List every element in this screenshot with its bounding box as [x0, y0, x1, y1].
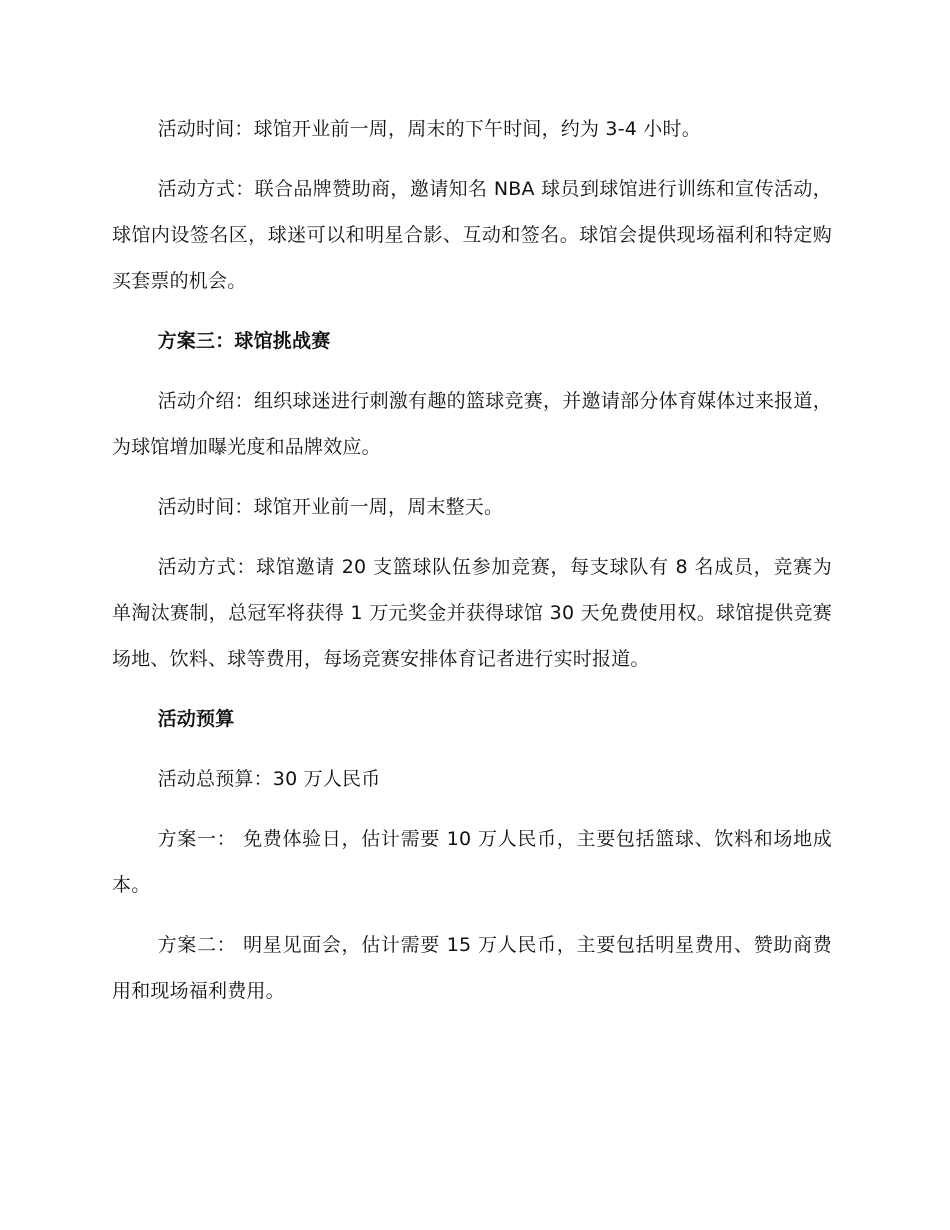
paragraph-activity-time-3: 活动时间：球馆开业前一周，周末整天。: [157, 496, 504, 518]
paragraph-total-budget: 活动总预算：30 万人民币: [157, 768, 381, 790]
paragraph-budget-plan-one: 方案一： 免费体验日，估计需要 10 万人民币，主要包括篮球、饮料和场地成本。: [112, 828, 832, 896]
document-body: [112, 106, 832, 1028]
paragraph-budget-plan-two: 方案二： 明星见面会，估计需要 15 万人民币，主要包括明星费用、赞助商费用和现场福利费用。: [112, 934, 832, 1002]
heading-budget: 活动预算: [157, 708, 235, 730]
paragraph-activity-method-2: 活动方式：联合品牌赞助商，邀请知名 NBA 球员到球馆进行训练和宣传活动，球馆内设签名区，球迷可以和明星合影、互动和签名。球馆会提供现场福利和特定购买套票的机会。: [112, 178, 832, 292]
heading-plan-three: 方案三：球馆挑战赛: [157, 330, 331, 352]
paragraph-activity-intro-3: 活动介绍：组织球迷进行刺激有趣的篮球竞赛，并邀请部分体育媒体过来报道，为球馆增加曝光度和品牌效应。: [112, 390, 832, 458]
paragraph-activity-time-2: 活动时间：球馆开业前一周，周末的下午时间，约为 3-4 小时。: [157, 118, 701, 140]
paragraph-activity-method-3: 活动方式：球馆邀请 20 支篮球队伍参加竞赛，每支球队有 8 名成员，竞赛为单淘汰赛制，总冠军将获得 1 万元奖金并获得球馆 30 天免费使用权。球馆提供竞赛场地、饮料、球等费用，每场竞赛安排体育记者进行实时报道。: [112, 556, 832, 670]
